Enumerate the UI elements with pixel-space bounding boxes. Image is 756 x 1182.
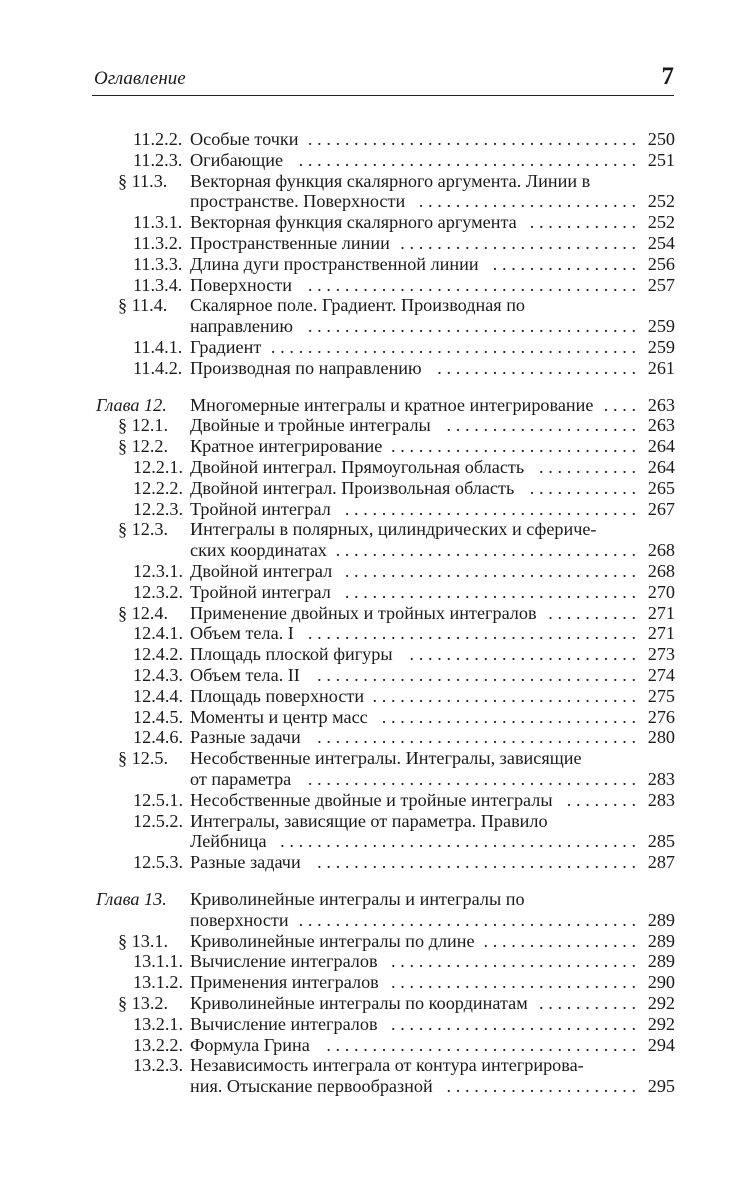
toc-entry[interactable] xyxy=(0,394,756,416)
toc-entry-title: Формула Грина xyxy=(190,1034,310,1055)
toc-entry-title: Несобственные двойные и тройные интегралы xyxy=(190,789,553,810)
toc-entry-page: 259 xyxy=(647,337,675,357)
toc-entry-continuation[interactable] xyxy=(0,909,756,931)
toc-entry-continuation[interactable] xyxy=(0,768,756,790)
toc-entry-page: 290 xyxy=(647,972,675,993)
toc-entry[interactable] xyxy=(0,1013,756,1035)
toc-entry-label: § 13.2. xyxy=(118,993,169,1013)
toc-entry-title: Двойной интеграл xyxy=(190,561,333,581)
toc-entry-label: Глава 13. xyxy=(96,889,167,909)
toc-entry[interactable] xyxy=(0,1054,756,1076)
leader-dots: .................................. xyxy=(326,1034,641,1055)
toc-entry[interactable] xyxy=(0,971,756,993)
toc-entry-title: Разные задачи xyxy=(190,727,301,748)
toc-entry-title: Тройной интеграл xyxy=(190,498,331,519)
toc-entry-title: Объем тела. I xyxy=(190,623,294,644)
toc-entry-label: 11.2.2. xyxy=(133,129,183,149)
toc-entry-continuation[interactable] xyxy=(0,830,756,852)
toc-entry-continuation[interactable] xyxy=(0,190,756,212)
toc-entry-label: 12.4.2. xyxy=(133,644,184,665)
toc-entry-page: 261 xyxy=(647,357,675,378)
leader-dots: ........ xyxy=(566,789,641,810)
leader-dots: ................................. xyxy=(335,540,641,561)
toc-entry[interactable] xyxy=(0,726,756,748)
toc-entry-page: 257 xyxy=(647,274,675,295)
toc-entry-page: 289 xyxy=(647,951,675,972)
toc-entry-continuation[interactable] xyxy=(0,315,756,337)
toc-entry-label: 12.4.1. xyxy=(133,623,184,644)
toc-entry-title: Кратное интегрирование xyxy=(190,436,383,457)
leader-dots: ........................... xyxy=(391,1013,641,1034)
toc-entry-page: 268 xyxy=(647,540,675,561)
toc-entry-label: § 11.3. xyxy=(118,170,168,191)
toc-entry-page: 287 xyxy=(647,852,675,873)
toc-entry-title: Длина дуги пространственной линии xyxy=(190,253,479,274)
leader-dots: ........................................ xyxy=(270,337,641,357)
toc-entry[interactable] xyxy=(0,253,756,275)
toc-entry[interactable] xyxy=(0,336,756,358)
toc-entry-label: 12.5.3. xyxy=(133,852,184,873)
toc-entry[interactable] xyxy=(0,232,756,254)
toc-entry[interactable] xyxy=(0,706,756,728)
toc-entry-page: 256 xyxy=(647,253,675,274)
toc-entry-title-continued: Лейбница xyxy=(190,831,267,852)
toc-entry-continuation[interactable] xyxy=(0,1075,756,1097)
toc-entry-title: Криволинейные интегралы по координатам xyxy=(190,993,528,1013)
toc-entry-label: 12.2.3. xyxy=(133,498,184,519)
page-number: 7 xyxy=(661,63,674,90)
toc-entry[interactable] xyxy=(0,414,756,436)
leader-dots: ........................... xyxy=(391,436,641,457)
toc-entry[interactable] xyxy=(0,149,756,171)
toc-entry-title: Градиент xyxy=(190,337,262,357)
leader-dots: ............................ xyxy=(381,706,641,727)
leader-dots: .................................... xyxy=(307,316,641,337)
toc-entry-page: 271 xyxy=(647,602,675,623)
toc-entry-title: Скалярное поле. Градиент. Производная по xyxy=(190,295,526,316)
toc-entry-page: 270 xyxy=(647,581,675,602)
toc-entry-page: 251 xyxy=(647,149,675,170)
toc-entry[interactable] xyxy=(0,789,756,811)
leader-dots: ....................................... xyxy=(280,831,641,852)
leader-dots: .................................... xyxy=(307,129,641,149)
leader-dots: .... xyxy=(603,394,641,415)
toc-entry-page: 289 xyxy=(647,930,675,951)
toc-entry-page: 275 xyxy=(647,685,675,706)
leader-dots: ..................................... xyxy=(298,909,641,930)
leader-dots: ..................................... xyxy=(298,149,641,170)
toc-entry[interactable] xyxy=(0,888,756,910)
toc-entry[interactable] xyxy=(0,477,756,499)
toc-entry-continuation[interactable] xyxy=(0,539,756,561)
toc-entry-page: 276 xyxy=(647,706,675,727)
toc-entry-label: 11.3.3. xyxy=(133,253,183,274)
toc-entry[interactable] xyxy=(0,930,756,952)
toc-entry-label: 12.5.1. xyxy=(133,789,184,810)
toc-entry-page: 292 xyxy=(647,993,675,1013)
toc-entry-page: 264 xyxy=(647,436,675,457)
toc-entry-label: 13.1.1. xyxy=(133,951,184,972)
toc-entry-page: 259 xyxy=(647,316,675,337)
leader-dots: ..................... xyxy=(446,415,641,436)
toc-entry-title: Применение двойных и тройных интегралов xyxy=(190,602,537,623)
toc-entry[interactable] xyxy=(0,1034,756,1056)
toc-entry-title: Пространственные линии xyxy=(190,233,390,253)
toc-entry[interactable] xyxy=(0,664,756,686)
toc-entry-title-continued: ских координатах xyxy=(190,540,327,561)
leader-dots: ............ xyxy=(529,212,641,233)
toc-entry-label: 13.2.3. xyxy=(133,1055,184,1076)
toc-entry-label: 13.2.1. xyxy=(133,1013,184,1034)
toc-entry-title: Двойной интеграл. Произвольная область xyxy=(190,477,515,498)
toc-entry-page: 274 xyxy=(647,665,675,685)
leader-dots: .................................... xyxy=(307,769,641,789)
leader-dots: .......................... xyxy=(400,233,641,253)
toc-entry-label: 11.2.3. xyxy=(133,149,183,170)
toc-entry-label: 12.4.3. xyxy=(133,665,184,685)
toc-entry[interactable] xyxy=(0,950,756,972)
leader-dots: ........................... xyxy=(391,951,641,972)
leader-dots: ................................ xyxy=(344,498,641,519)
toc-entry-title-continued: от параметра xyxy=(190,769,292,789)
toc-entry-title-continued: поверхности xyxy=(190,909,289,930)
leader-dots: ......................... xyxy=(409,644,641,665)
toc-entry-title: Применения интегралов xyxy=(190,972,379,993)
leader-dots: ................................... xyxy=(317,665,641,685)
leader-dots: ..................... xyxy=(446,1076,641,1097)
toc-entry-label: 12.4.4. xyxy=(133,685,184,706)
toc-entry[interactable] xyxy=(0,810,756,832)
toc-entry-title: Независимость интеграла от контура интегрирова- xyxy=(190,1055,584,1076)
toc-entry-page: 252 xyxy=(647,191,675,212)
toc-entry-title-continued: направлению xyxy=(190,316,294,337)
toc-entry-page: 250 xyxy=(647,129,675,149)
toc-entry-label: § 12.1. xyxy=(118,415,169,436)
toc-entry-page: 263 xyxy=(647,415,675,436)
toc-entry-label: § 13.1. xyxy=(118,930,169,951)
toc-entry-title: Особые точки xyxy=(190,129,299,149)
toc-entry-page: 252 xyxy=(647,212,675,233)
toc-entry-page: 265 xyxy=(647,477,675,498)
toc-entry-title: Огибающие xyxy=(190,149,284,170)
toc-entry-page: 283 xyxy=(647,769,675,789)
toc-entry-title: Поверхности xyxy=(190,274,293,295)
toc-entry-label: 11.3.4. xyxy=(133,274,183,295)
toc-entry-page: 292 xyxy=(647,1013,675,1034)
toc-entry-title: Моменты и центр масс xyxy=(190,706,368,727)
leader-dots: ................................ xyxy=(344,561,641,581)
toc-entry-label: 12.3.1. xyxy=(133,561,184,581)
toc-entry[interactable] xyxy=(0,128,756,150)
toc-entry-page: 271 xyxy=(647,623,675,644)
toc-entry[interactable] xyxy=(0,211,756,233)
toc-entry[interactable] xyxy=(0,357,756,379)
toc-entry[interactable] xyxy=(0,518,756,540)
toc-entry-title: Криволинейные интегралы и интегралы по xyxy=(190,889,525,909)
toc-entry-title: Векторная функция скалярного аргумента xyxy=(190,212,517,233)
toc-entry-title: Тройной интеграл xyxy=(190,581,331,602)
header-rule xyxy=(92,95,674,96)
toc-entry-page: 267 xyxy=(647,498,675,519)
leader-dots: ................ xyxy=(492,253,641,274)
header-title: Оглавление xyxy=(94,68,186,89)
leader-dots: ................................... xyxy=(317,727,641,748)
toc-entry-page: 285 xyxy=(647,831,675,852)
toc-entry-page: 289 xyxy=(647,909,675,930)
toc-entry-title: Интегралы, зависящие от параметра. Правило xyxy=(190,810,548,831)
toc-entry-title: Несобственные интегралы. Интегралы, зависящие xyxy=(190,748,582,769)
leader-dots: ................................... xyxy=(317,852,641,873)
toc-entry-label: § 12.3. xyxy=(118,519,169,540)
toc-entry-page: 264 xyxy=(647,457,675,477)
toc-entry[interactable] xyxy=(0,456,756,478)
toc-entry-page: 273 xyxy=(647,644,675,665)
toc-entry[interactable] xyxy=(0,560,756,582)
toc-entry[interactable] xyxy=(0,498,756,520)
toc-entry[interactable] xyxy=(0,851,756,873)
toc-entry-title: Площадь плоской фигуры xyxy=(190,644,393,665)
toc-entry[interactable] xyxy=(0,602,756,624)
toc-entry-label: § 12.5. xyxy=(118,748,169,769)
toc-entry-label: § 12.2. xyxy=(118,436,169,457)
toc-entry[interactable] xyxy=(0,685,756,707)
toc-entry[interactable] xyxy=(0,294,756,316)
toc-entry[interactable] xyxy=(0,435,756,457)
toc-entry-title: Интегралы в полярных, цилиндрических и сфериче- xyxy=(190,519,597,540)
toc-entry[interactable] xyxy=(0,643,756,665)
leader-dots: ........................... xyxy=(391,972,641,993)
toc-entry-label: 12.2.2. xyxy=(133,477,184,498)
toc-entry-title: Площадь поверхности xyxy=(190,685,365,706)
leader-dots: ...................... xyxy=(437,357,641,378)
toc-entry[interactable] xyxy=(0,747,756,769)
toc-entry[interactable] xyxy=(0,622,756,644)
toc-entry-title-continued: ния. Отыскание первообразной xyxy=(190,1076,433,1097)
leader-dots: .................................... xyxy=(307,623,641,644)
toc-entry-label: 12.5.2. xyxy=(133,810,184,831)
toc-entry-title: Криволинейные интегралы по длине xyxy=(190,930,475,951)
toc-entry-label: 11.4.1. xyxy=(133,337,183,357)
toc-entry-page: 268 xyxy=(647,561,675,581)
toc-entry-page: 263 xyxy=(647,394,675,415)
toc-entry-label: 12.3.2. xyxy=(133,581,184,602)
leader-dots: ............ xyxy=(529,477,641,498)
toc-entry[interactable] xyxy=(0,992,756,1014)
toc-entry-page: 295 xyxy=(647,1076,675,1097)
leader-dots: ................. xyxy=(483,930,641,951)
toc-entry-label: 12.2.1. xyxy=(133,457,184,477)
toc-entry-page: 283 xyxy=(647,789,675,810)
toc-entry-label: 12.4.5. xyxy=(133,706,184,727)
toc-entry[interactable] xyxy=(0,581,756,603)
toc-entry-label: 11.3.2. xyxy=(133,233,183,253)
toc-entry-label: Глава 12. xyxy=(96,394,167,415)
toc-entry-label: 13.2.2. xyxy=(133,1034,184,1055)
leader-dots: ............................. xyxy=(372,685,641,706)
leader-dots: ........... xyxy=(539,993,641,1013)
toc-entry-label: § 11.4. xyxy=(118,295,168,316)
leader-dots: .................................... xyxy=(307,274,641,295)
toc-entry-title-continued: пространстве. Поверхности xyxy=(190,191,406,212)
toc-entry[interactable] xyxy=(0,170,756,192)
leader-dots: ........... xyxy=(539,457,641,477)
toc-entry-title: Разные задачи xyxy=(190,852,301,873)
toc-entry-title: Вычисление интегралов xyxy=(190,951,378,972)
toc-entry-label: § 12.4. xyxy=(118,602,169,623)
toc-entry-page: 254 xyxy=(647,233,675,253)
toc-entry-label: 11.3.1. xyxy=(133,212,183,233)
toc-entry-title: Вычисление интегралов xyxy=(190,1013,378,1034)
toc-entry-page: 294 xyxy=(647,1034,675,1055)
toc-entry-title: Объем тела. II xyxy=(190,665,300,685)
toc-entry-page: 280 xyxy=(647,727,675,748)
toc-entry-title: Двойные и тройные интегралы xyxy=(190,415,431,436)
toc-entry-title: Многомерные интегралы и кратное интегрирование xyxy=(190,394,594,415)
toc-entry-title: Двойной интеграл. Прямоугольная область xyxy=(190,457,525,477)
toc-entry-title: Производная по направлению xyxy=(190,357,422,378)
toc-entry-label: 11.4.2. xyxy=(133,357,183,378)
running-header xyxy=(92,64,674,94)
leader-dots: ................................ xyxy=(344,581,641,602)
toc-entry-title: Векторная функция скалярного аргумента. Линии в xyxy=(190,170,591,191)
leader-dots: ........................ xyxy=(418,191,641,212)
toc-entry-label: 12.4.6. xyxy=(133,727,184,748)
toc-entry[interactable] xyxy=(0,274,756,296)
leader-dots: .......... xyxy=(548,602,641,623)
toc-entry-label: 13.1.2. xyxy=(133,972,184,993)
